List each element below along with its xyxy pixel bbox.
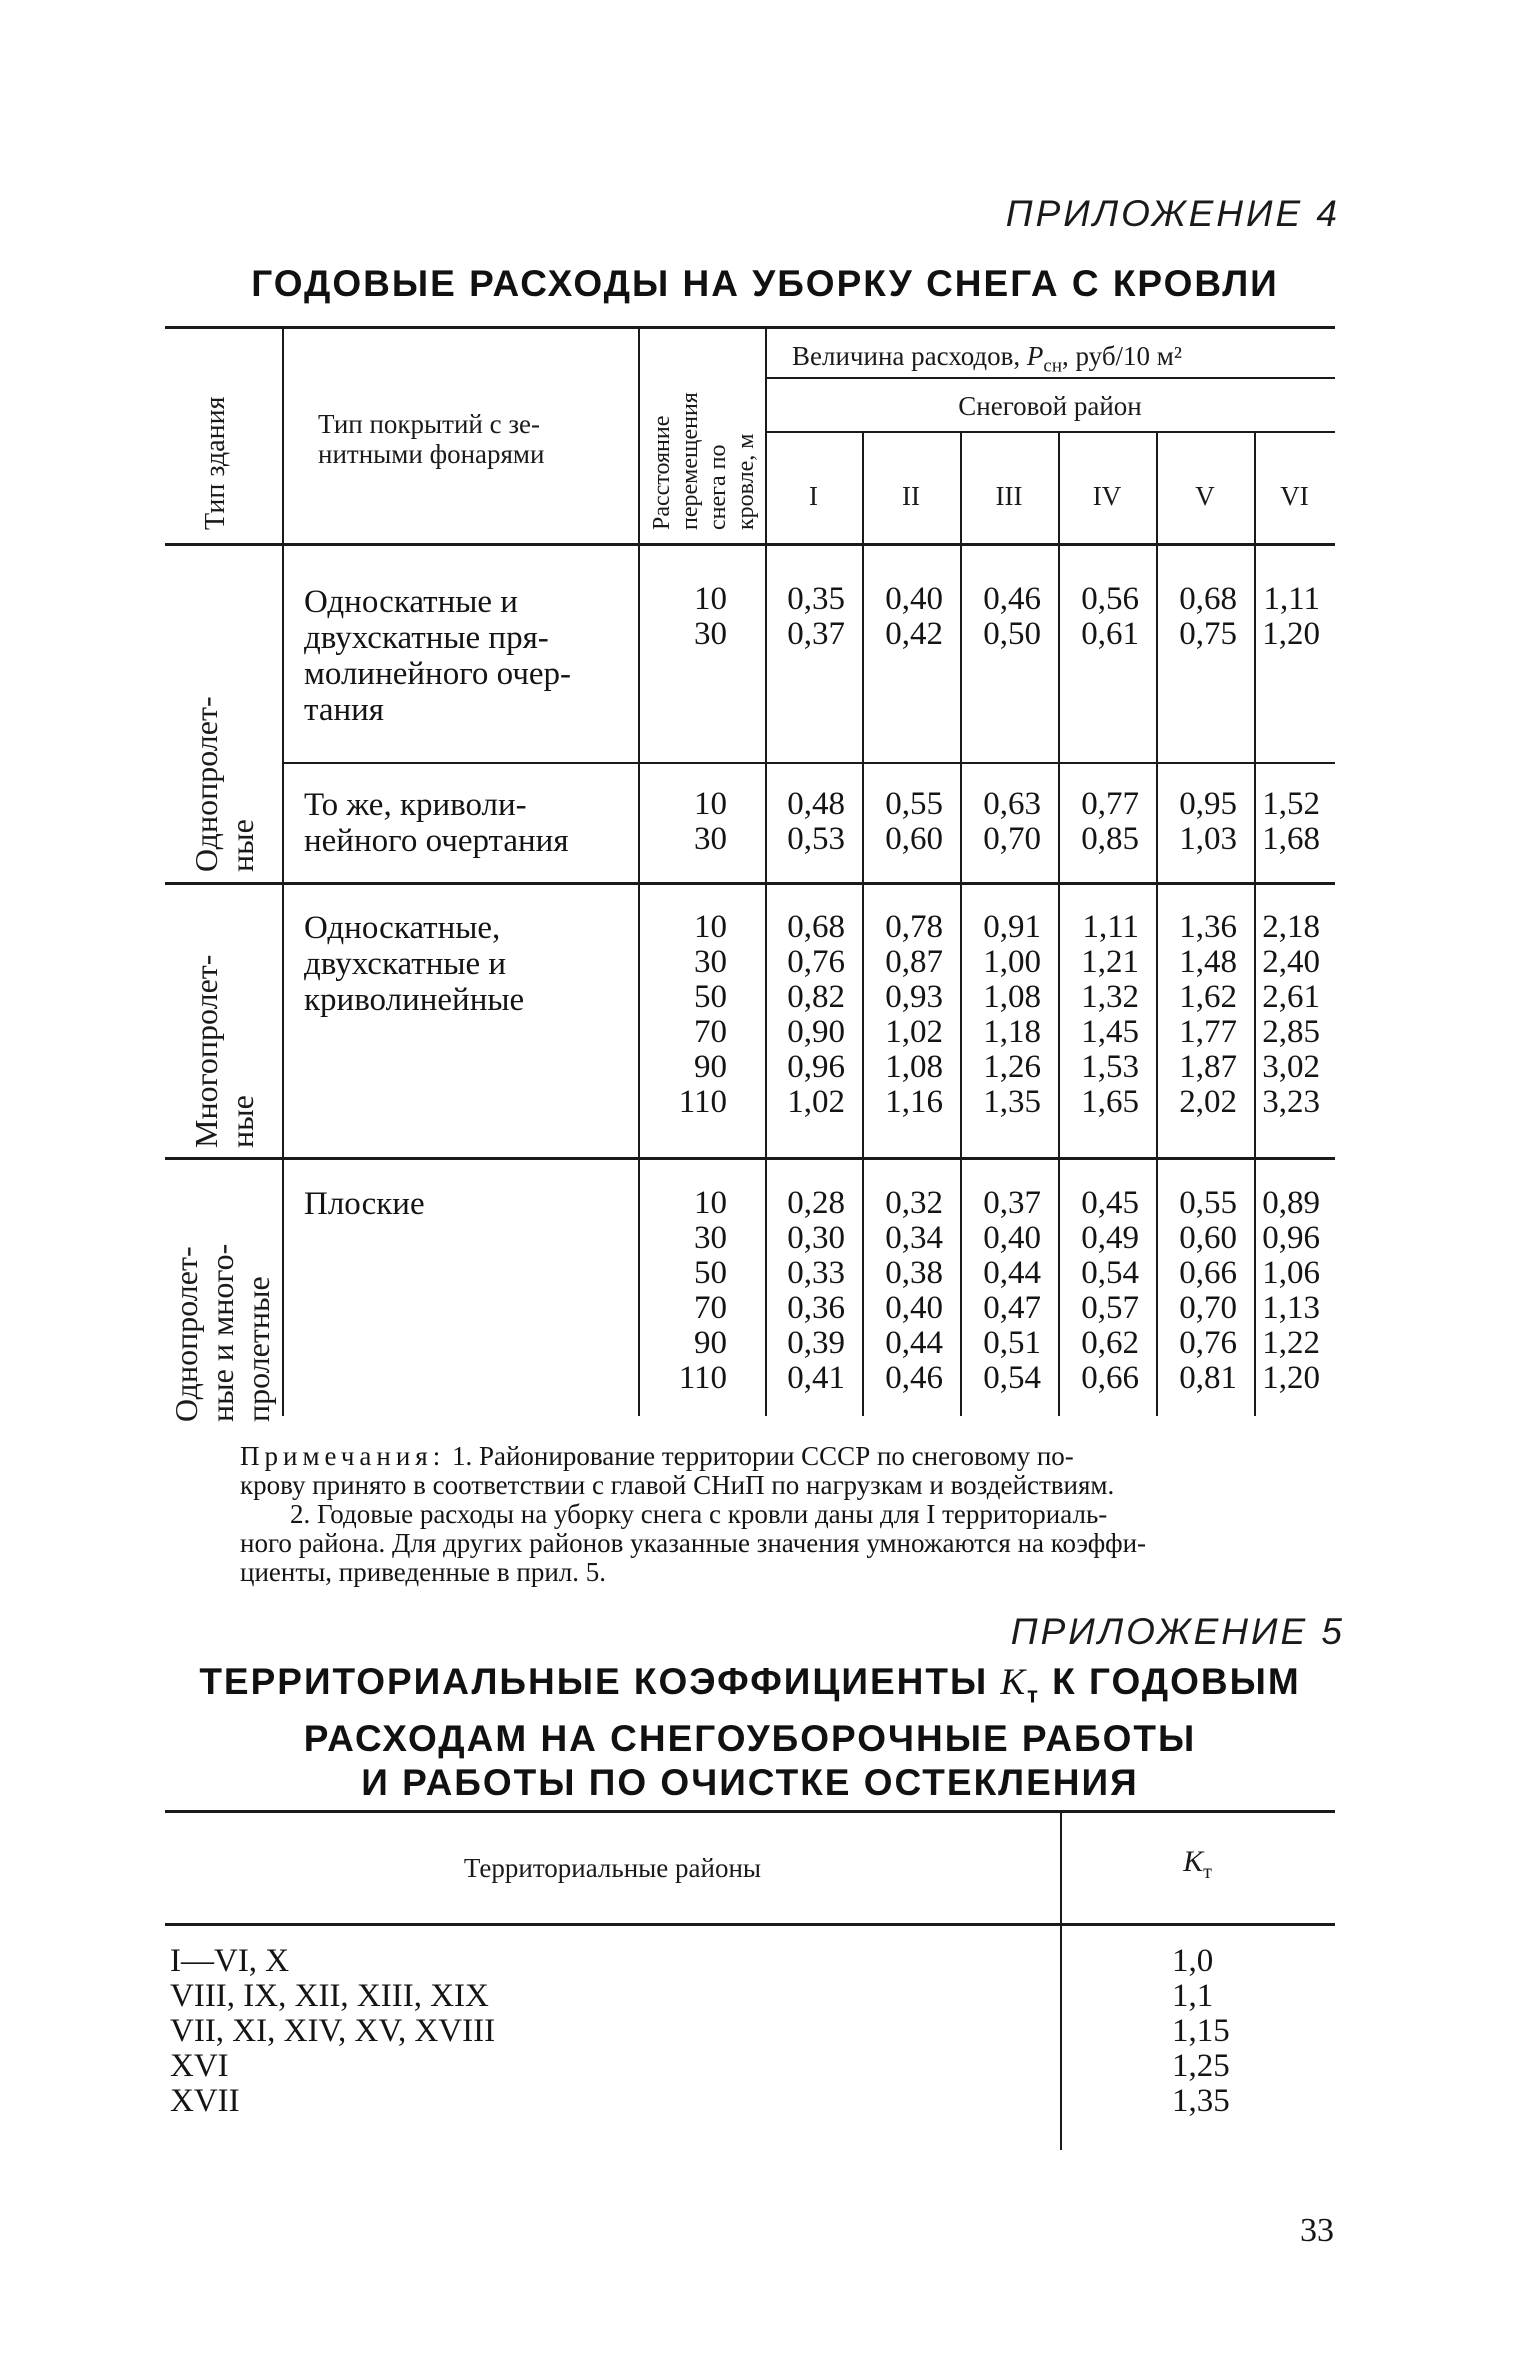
cost-value-cell: 0,96: [1262, 1220, 1320, 1256]
k-cell: 1,1: [1172, 1978, 1214, 2014]
cost-value-cell: 0,63: [983, 786, 1041, 822]
distance-cell: 10: [694, 909, 727, 945]
distance-cell: 70: [694, 1290, 727, 1326]
cost-value-cell: 1,77: [1179, 1014, 1237, 1050]
distance-cell: 50: [694, 979, 727, 1015]
cost-value-cell: 0,38: [885, 1255, 943, 1291]
cost-value-cell: 0,93: [885, 979, 943, 1015]
cost-value-cell: 1,22: [1262, 1325, 1320, 1361]
cost-value-cell: 1,11: [1082, 909, 1139, 945]
cost-value-cell: 0,30: [787, 1220, 845, 1256]
appendix-5-label: ПРИЛОЖЕНИЕ 5: [1010, 1611, 1345, 1652]
cost-value-cell: 0,51: [983, 1325, 1041, 1361]
distance-cell: 90: [694, 1049, 727, 1085]
note-line: циенты, приведенные в прил. 5.: [240, 1557, 607, 1587]
distance-cell: 10: [694, 1185, 727, 1221]
region-cell: XVII: [170, 2083, 240, 2119]
cost-value-cell: 0,48: [787, 786, 845, 822]
cost-value-cell: 0,32: [885, 1185, 943, 1221]
appendix-4-label: ПРИЛОЖЕНИЕ 4: [1005, 193, 1340, 234]
cost-value-cell: 1,18: [983, 1014, 1041, 1050]
cost-value-cell: 1,36: [1179, 909, 1237, 945]
cost-value-cell: 0,46: [885, 1360, 943, 1396]
cost-value-cell: 0,35: [787, 581, 845, 617]
cost-value-cell: 0,50: [983, 616, 1041, 652]
cost-value-cell: 0,70: [1179, 1290, 1237, 1326]
region-header: VI: [1280, 481, 1309, 511]
distance-cell: 50: [694, 1255, 727, 1291]
cost-value-cell: 0,68: [1179, 581, 1237, 617]
distance-cell: 30: [694, 616, 727, 652]
cost-value-cell: 3,02: [1262, 1049, 1320, 1085]
k-cell: 1,0: [1172, 1943, 1214, 1979]
cost-value-cell: 0,40: [885, 581, 943, 617]
note-line: 2. Годовые расходы на уборку снега с кровли даны для I территориаль-: [290, 1499, 1108, 1529]
region-header: I: [809, 481, 818, 511]
cost-value-cell: 1,16: [885, 1084, 943, 1120]
cost-value-cell: 1,65: [1081, 1084, 1139, 1120]
cost-value-cell: 0,33: [787, 1255, 845, 1291]
cost-value-cell: 0,66: [1081, 1360, 1139, 1396]
distance-cell: 70: [694, 1014, 727, 1050]
cost-value-cell: 0,61: [1081, 616, 1139, 652]
k-cell: 1,15: [1172, 2013, 1230, 2049]
cost-value-cell: 0,91: [983, 909, 1041, 945]
cost-value-cell: 0,89: [1262, 1185, 1320, 1221]
building-type-single-span: Однопролет- ные: [188, 696, 260, 872]
header-building-type: Тип здания: [200, 396, 231, 530]
cost-value-cell: 0,70: [983, 821, 1041, 857]
col-regions-header: Территориальные районы: [463, 1853, 762, 1883]
appendix-4-title: ГОДОВЫЕ РАСХОДЫ НА УБОРКУ СНЕГА С КРОВЛИ: [251, 263, 1279, 304]
cost-value-cell: 0,57: [1081, 1290, 1139, 1326]
cost-value-cell: 1,00: [983, 944, 1041, 980]
cost-value-cell: 1,11: [1263, 581, 1320, 617]
distance-cell: 10: [694, 786, 727, 822]
region-cell: I—VI, X: [170, 1943, 290, 1979]
cost-value-cell: 1,45: [1081, 1014, 1139, 1050]
k-cell: 1,35: [1172, 2083, 1230, 2119]
cost-value-cell: 1,08: [983, 979, 1041, 1015]
coating-desc-curved: То же, криволи- нейного очертания: [304, 787, 569, 859]
cost-value-cell: 1,21: [1081, 944, 1139, 980]
region-cell: XVI: [170, 2048, 229, 2084]
cost-value-cell: 0,75: [1179, 616, 1237, 652]
region-header: III: [995, 481, 1023, 511]
cost-value-cell: 1,48: [1179, 944, 1237, 980]
cost-value-cell: 1,68: [1262, 821, 1320, 857]
notes-label: Примечания:: [240, 1441, 446, 1471]
coating-desc-multi: Односкатные, двухскатные и криволинейные: [304, 910, 525, 1018]
k-cell: 1,25: [1172, 2048, 1230, 2084]
cost-value-cell: 0,76: [787, 944, 845, 980]
header-distance: Расстояние перемещения снега по кровле, м: [649, 392, 759, 530]
cost-value-cell: 0,85: [1081, 821, 1139, 857]
cost-value-cell: 0,78: [885, 909, 943, 945]
distance-cell: 10: [694, 581, 727, 617]
header-snow-region: Снеговой район: [958, 391, 1142, 421]
region-header: II: [902, 481, 920, 511]
cost-value-cell: 0,81: [1179, 1360, 1237, 1396]
cost-value-cell: 0,36: [787, 1290, 845, 1326]
cost-value-cell: 0,76: [1179, 1325, 1237, 1361]
cost-value-cell: 0,34: [885, 1220, 943, 1256]
cost-value-cell: 0,68: [787, 909, 845, 945]
building-type-mixed: Однопролет- ные и много- пролетные: [168, 1243, 276, 1422]
cost-value-cell: 0,77: [1081, 786, 1139, 822]
cost-value-cell: 0,37: [983, 1185, 1041, 1221]
cost-value-cell: 1,87: [1179, 1049, 1237, 1085]
coating-desc-flat: Плоские: [304, 1186, 425, 1222]
page-number: 33: [1300, 2212, 1334, 2249]
cost-value-cell: 0,90: [787, 1014, 845, 1050]
region-header: V: [1195, 481, 1215, 511]
distance-cell: 110: [678, 1084, 727, 1120]
cost-value-cell: 0,45: [1081, 1185, 1139, 1221]
region-cell: VIII, IX, XII, XIII, XIX: [170, 1978, 489, 2014]
cost-value-cell: 0,40: [983, 1220, 1041, 1256]
cost-value-cell: 1,32: [1081, 979, 1139, 1015]
cost-value-cell: 2,02: [1179, 1084, 1237, 1120]
cost-value-cell: 1,02: [885, 1014, 943, 1050]
cost-value-cell: 0,66: [1179, 1255, 1237, 1291]
cost-value-cell: 0,44: [885, 1325, 943, 1361]
cost-value-cell: 0,40: [885, 1290, 943, 1326]
cost-value-cell: 0,44: [983, 1255, 1041, 1291]
cost-value-cell: 0,42: [885, 616, 943, 652]
cost-value-cell: 1,06: [1262, 1255, 1320, 1291]
cost-value-cell: 0,54: [1081, 1255, 1139, 1291]
cost-value-cell: 0,47: [983, 1290, 1041, 1326]
cost-value-cell: 2,18: [1262, 909, 1320, 945]
building-type-multi-span: Многопролет- ные: [188, 954, 260, 1148]
cost-value-cell: 0,28: [787, 1185, 845, 1221]
cost-value-cell: 0,55: [885, 786, 943, 822]
cost-value-cell: 0,87: [885, 944, 943, 980]
cost-value-cell: 1,02: [787, 1084, 845, 1120]
cost-value-cell: 2,40: [1262, 944, 1320, 980]
cost-value-cell: 1,52: [1262, 786, 1320, 822]
cost-value-cell: 0,49: [1081, 1220, 1139, 1256]
cost-value-cell: 0,62: [1081, 1325, 1139, 1361]
note-line: ного района. Для других районов указанные значения умножаются на коэффи-: [240, 1528, 1147, 1558]
distance-cell: 30: [694, 944, 727, 980]
cost-value-cell: 3,23: [1262, 1084, 1320, 1120]
cost-value-cell: 1,62: [1179, 979, 1237, 1015]
distance-cell: 110: [678, 1360, 727, 1396]
appendix-5-title: ТЕРРИТОРИАЛЬНЫЕ КОЭФФИЦИЕНТЫ $К_т$ К ГОДОВЫМ РАСХОДАМ НА СНЕГОУБОРОЧНЫЕ РАБОТЫ И РАБОТЫ ПО ОЧИСТКЕ ОСТЕКЛЕНИЯ: [199, 1661, 1301, 1804]
cost-value-cell: 0,60: [1179, 1220, 1237, 1256]
cost-value-cell: 2,85: [1262, 1014, 1320, 1050]
distance-cell: 30: [694, 1220, 727, 1256]
cost-value-cell: 1,20: [1262, 616, 1320, 652]
note-line: крову принято в соответствии с главой СНиП по нагрузкам и воздействиям.: [240, 1470, 1115, 1500]
distance-cell: 30: [694, 821, 727, 857]
cost-value-cell: 1,13: [1262, 1290, 1320, 1326]
col-k-header: $К_т$: [1183, 1845, 1212, 1883]
distance-cell: 90: [694, 1325, 727, 1361]
cost-value-cell: 0,37: [787, 616, 845, 652]
cost-value-cell: 0,41: [787, 1360, 845, 1396]
cost-value-cell: 0,82: [787, 979, 845, 1015]
cost-value-cell: 1,03: [1179, 821, 1237, 857]
cost-value-cell: 0,54: [983, 1360, 1041, 1396]
header-cost: Величина расходов, $Р_{сн}$, руб/10 м²: [792, 341, 1182, 377]
cost-value-cell: 1,20: [1262, 1360, 1320, 1396]
cost-value-cell: 0,96: [787, 1049, 845, 1085]
cost-value-cell: 0,46: [983, 581, 1041, 617]
note-line: 1. Районирование территории СССР по снеговому по-: [451, 1441, 1074, 1471]
coating-desc-straight: Односкатные и двухскатные пря- молинейного очер- тания: [304, 584, 572, 728]
cost-value-cell: 1,08: [885, 1049, 943, 1085]
region-cell: VII, XI, XIV, XV, XVIII: [170, 2013, 496, 2049]
cost-value-cell: 1,53: [1081, 1049, 1139, 1085]
cost-value-cell: 0,56: [1081, 581, 1139, 617]
region-header: IV: [1092, 481, 1122, 511]
cost-value-cell: 0,53: [787, 821, 845, 857]
header-coating-type-2: нитными фонарями: [318, 439, 545, 469]
header-coating-type-1: Тип покрытий с зе-: [318, 409, 540, 439]
cost-value-cell: 0,55: [1179, 1185, 1237, 1221]
cost-value-cell: 0,39: [787, 1325, 845, 1361]
cost-value-cell: 0,95: [1179, 786, 1237, 822]
cost-value-cell: 0,60: [885, 821, 943, 857]
cost-value-cell: 1,26: [983, 1049, 1041, 1085]
cost-value-cell: 2,61: [1262, 979, 1320, 1015]
cost-value-cell: 1,35: [983, 1084, 1041, 1120]
